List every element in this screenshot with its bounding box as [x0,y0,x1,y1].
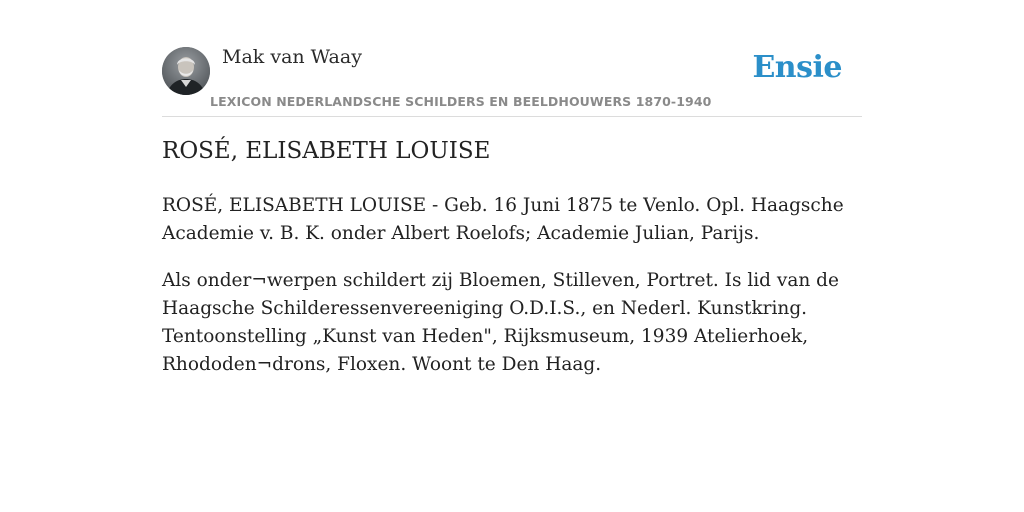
article-paragraph: ROSÉ, ELISABETH LOUISE - Geb. 16 Juni 1875 te Venlo. Opl. Haagsche Academie v. B. K. onder Albert Roelofs; Academie Julian, Parijs. [162,195,844,244]
author-name[interactable]: Mak van Waay [222,46,362,68]
brand-logo-link[interactable]: Ensie [752,50,842,85]
article-title: ROSÉ, ELISABETH LOUISE [162,138,491,164]
header [162,40,862,117]
lexicon-subtitle[interactable]: LEXICON NEDERLANDSCHE SCHILDERS EN BEELDHOUWERS 1870-1940 [210,94,712,109]
avatar[interactable] [162,47,210,95]
article-body [162,192,862,398]
article-paragraph: Als onder¬werpen schildert zij Bloemen, Stilleven, Portret. Is lid van de Haagsche Schilderessenvereeniging O.D.I.S., en Nederl. Kunstkring. Tentoonstelling „Kunst van Heden", Rijksmuseum, 1939 Atelierhoek, Rhododen¬drons, Floxen. Woont te Den Haag. [162,270,839,375]
author-portrait-icon [162,47,210,95]
